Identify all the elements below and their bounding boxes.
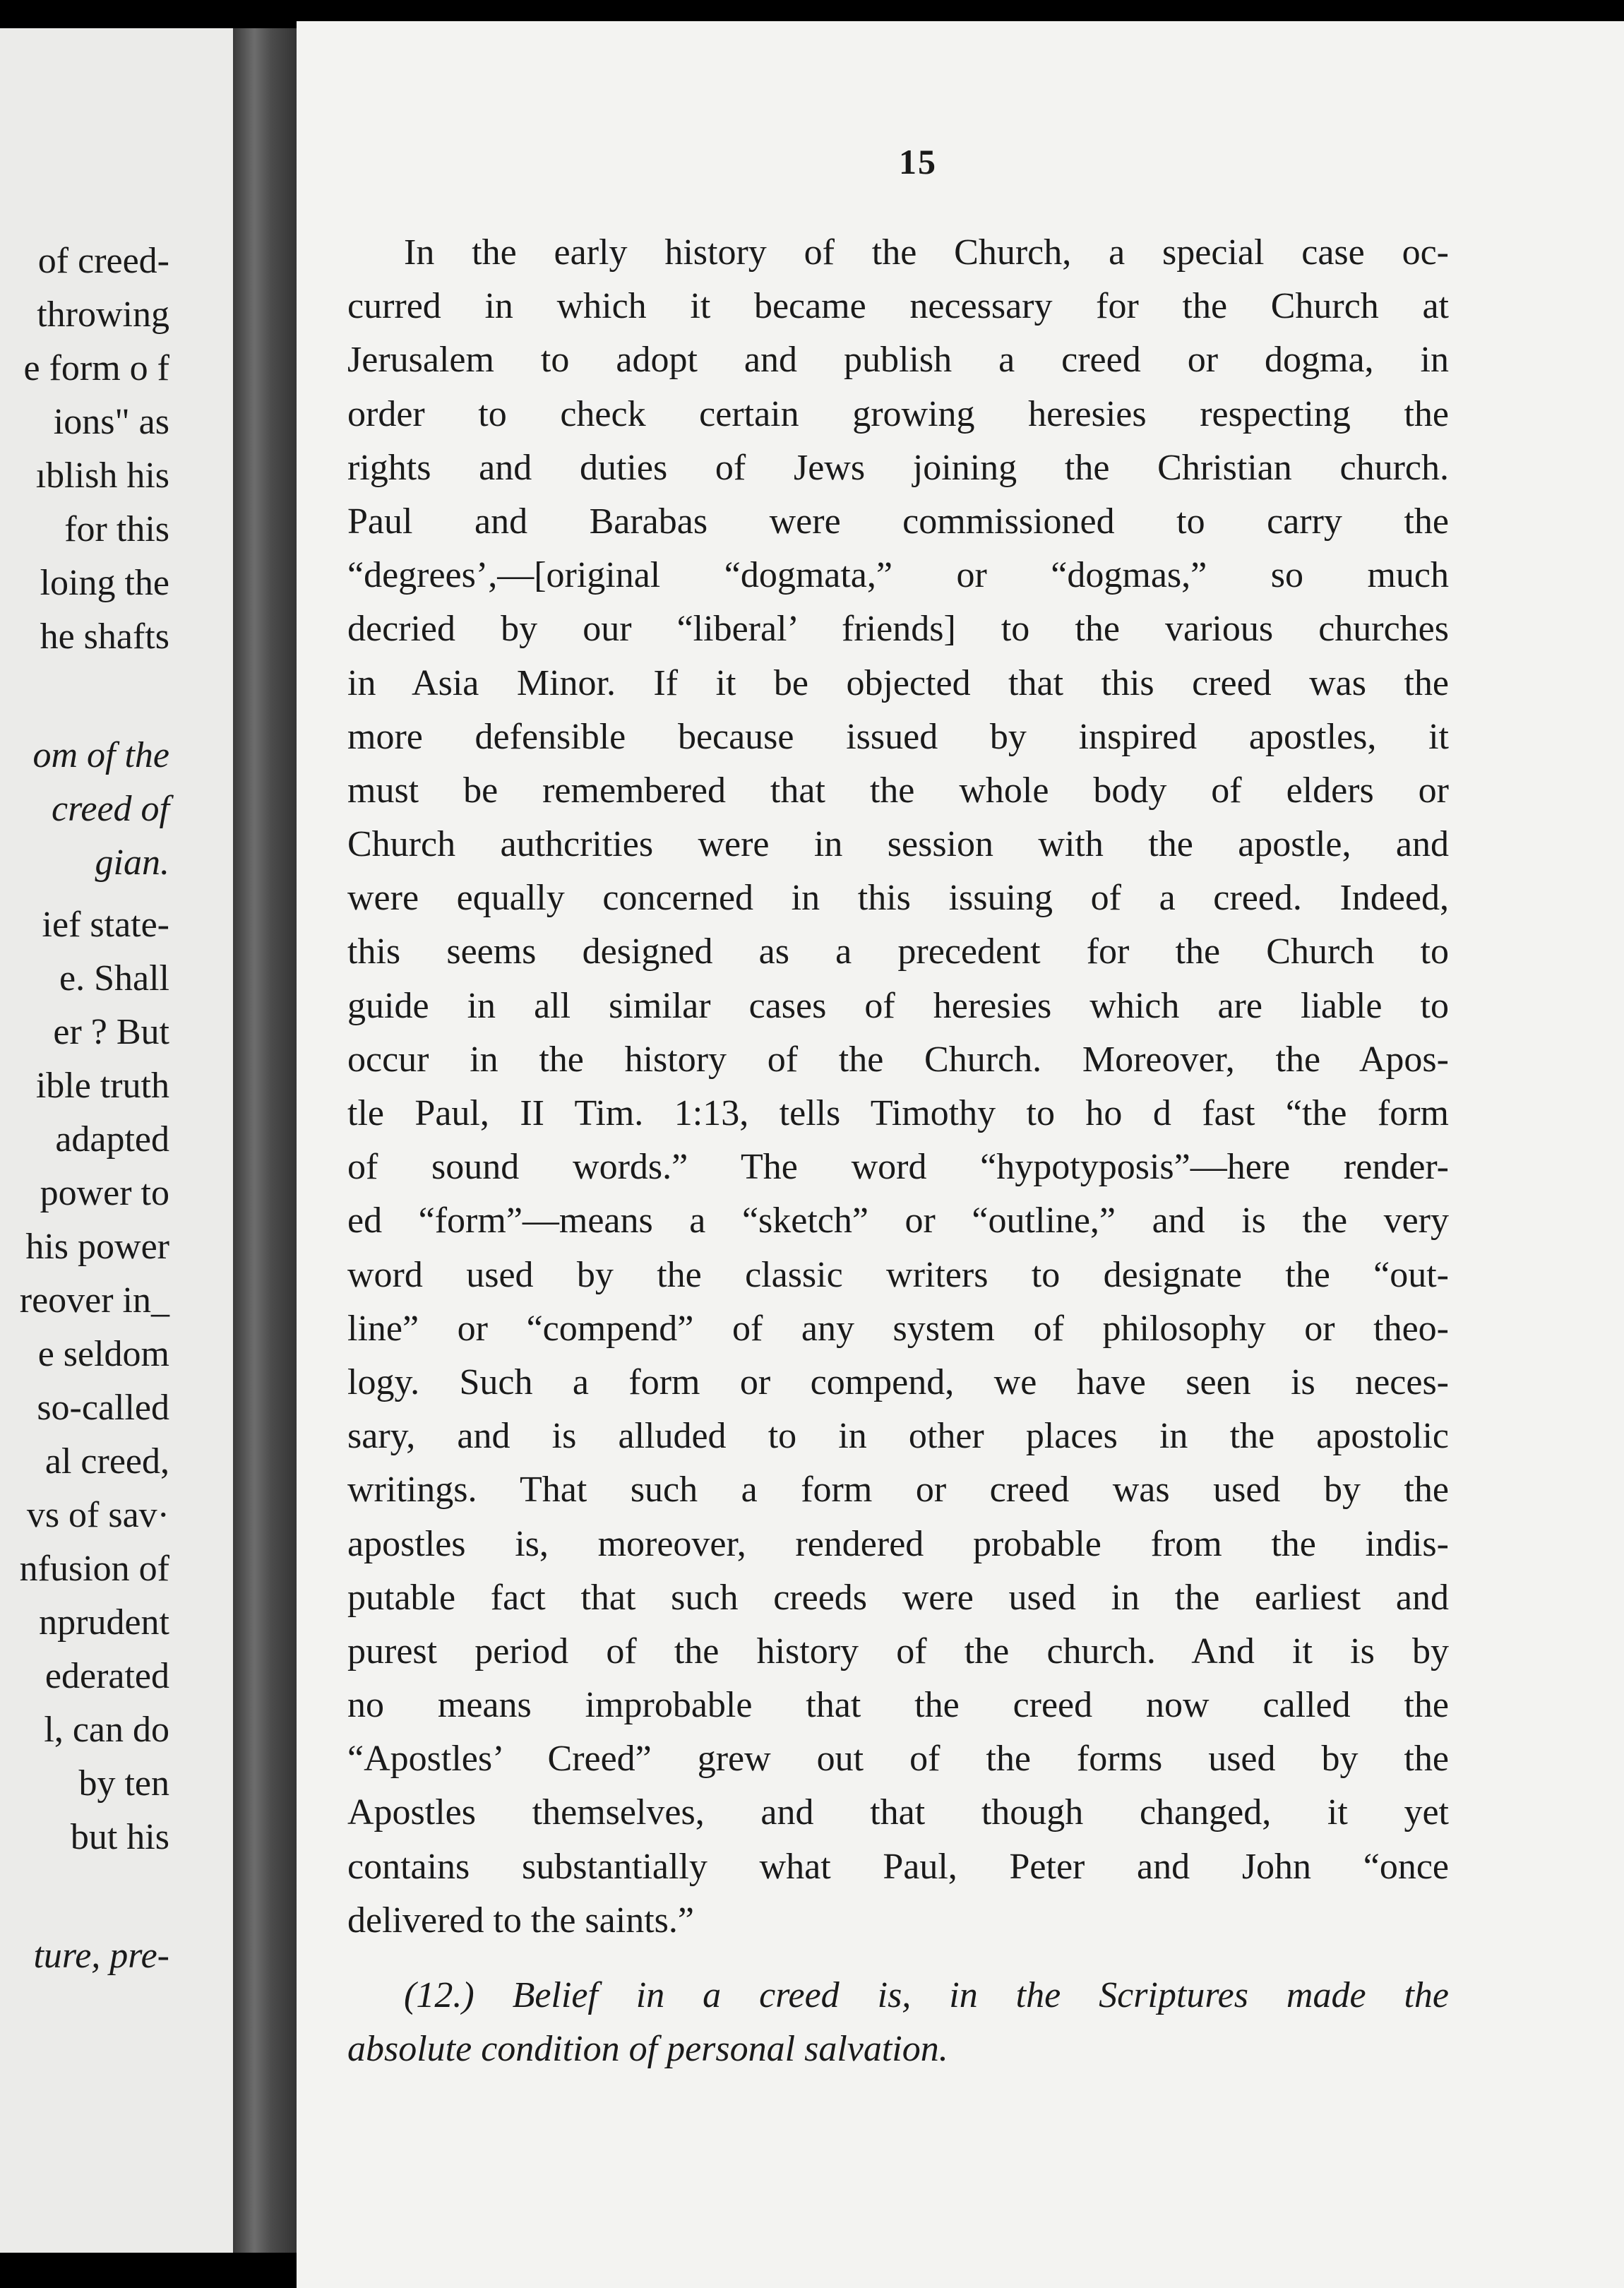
previous-page-line: ture, pre-	[33, 1936, 169, 1976]
previous-page-line: so-called	[37, 1388, 169, 1428]
previous-page-line: creed of	[52, 789, 169, 829]
previous-page-line: e form o f	[23, 348, 169, 388]
previous-page-line: nprudent	[39, 1602, 169, 1643]
text-line: more defensible because issued by inspired apostles, it	[347, 716, 1449, 757]
text-line: line” or “compend” of any system of philosophy or theo-	[347, 1308, 1449, 1349]
text-line: “Apostles’ Creed” grew out of the forms used by the	[347, 1739, 1449, 1780]
text-line: logy. Such a form or compend, we have seen is neces-	[347, 1362, 1449, 1402]
previous-page-line: l, can do	[44, 1710, 169, 1750]
text-line: this seems designed as a precedent for the Church to	[347, 931, 1449, 972]
text-line: putable fact that such creeds were used in the earliest and	[347, 1577, 1449, 1618]
text-line: writings. That such a form or creed was used by the	[347, 1470, 1449, 1511]
text-line: curred in which it became necessary for the Church at	[347, 286, 1449, 327]
previous-page	[0, 28, 241, 2253]
text-line: ed “form”—means a “sketch” or “outline,” and is the very	[347, 1200, 1449, 1241]
previous-page-line: ıblish his	[35, 455, 169, 496]
previous-page-line: his power	[25, 1227, 169, 1267]
previous-page-line: ions" as	[53, 402, 169, 442]
previous-page-line: er ? But	[53, 1012, 169, 1052]
text-line: Jerusalem to adopt and publish a creed or dogma, in	[347, 340, 1449, 381]
text-line: (12.) Belief in a creed is, in the Scriptures made the	[404, 1975, 1449, 2015]
previous-page-line: gian.	[95, 842, 169, 883]
previous-page-line: throwing	[37, 294, 169, 335]
text-line: Church authcrities were in session with the apostle, and	[347, 824, 1449, 865]
previous-page-line: e. Shall	[59, 958, 169, 999]
text-line: contains substantially what Paul, Peter and John “once	[347, 1846, 1449, 1887]
text-line: must be remembered that the whole body of elders or	[347, 770, 1449, 811]
text-line: tle Paul, II Tim. 1:13, tells Timothy to ho d fast “the form	[347, 1093, 1449, 1133]
text-line: In the early history of the Church, a special case oc-	[404, 232, 1449, 273]
text-line: rights and duties of Jews joining the Christian church.	[347, 447, 1449, 488]
text-line: decried by our “liberal’ friends] to the various churches	[347, 609, 1449, 650]
previous-page-line: ief state-	[42, 905, 169, 945]
text-line: occur in the history of the Church. Moreover, the Apos-	[347, 1039, 1449, 1080]
text-line: Paul and Barabas were commissioned to carry the	[347, 501, 1449, 542]
body-text	[347, 226, 1449, 2076]
previous-page-line: loing the	[40, 563, 169, 603]
text-line: guide in all similar cases of heresies which are liable to	[347, 985, 1449, 1026]
text-line: delivered to the saints.”	[347, 1900, 694, 1941]
previous-page-line: e seldom	[37, 1334, 169, 1374]
previous-page-line: om of the	[32, 735, 169, 775]
previous-page-line: he shafts	[40, 616, 169, 657]
previous-page-line: nfusion of	[19, 1549, 169, 1589]
text-line: apostles is, moreover, rendered probable from the indis-	[347, 1523, 1449, 1564]
previous-page-line: but his	[70, 1817, 169, 1857]
previous-page-line: reover in_	[19, 1280, 169, 1321]
previous-page-line: al creed,	[44, 1441, 169, 1482]
text-line: order to check certain growing heresies respecting the	[347, 393, 1449, 434]
text-line: purest period of the history of the church. And it is by	[347, 1631, 1449, 1672]
previous-page-line: for this	[64, 509, 169, 549]
book-gutter	[233, 28, 304, 2253]
text-line: no means improbable that the creed now called the	[347, 1685, 1449, 1726]
text-line: sary, and is alluded to in other places in the apostolic	[347, 1416, 1449, 1457]
previous-page-line: power to	[40, 1173, 169, 1213]
previous-page-line: by ten	[78, 1763, 169, 1804]
text-line: absolute condition of personal salvation.	[347, 2029, 948, 2070]
page-number: 15	[899, 142, 937, 181]
previous-page-line: adapted	[55, 1119, 169, 1160]
page	[297, 21, 1624, 2288]
text-line: were equally concerned in this issuing of a creed. Indeed,	[347, 878, 1449, 919]
previous-page-line: vs of sav·	[26, 1495, 169, 1535]
previous-page-line: ible truth	[35, 1066, 169, 1106]
text-line: of sound words.” The word “hypotyposis”—here render-	[347, 1147, 1449, 1188]
previous-page-line: ederated	[44, 1656, 169, 1696]
text-line: in Asia Minor. If it be objected that this creed was the	[347, 662, 1449, 703]
text-line: word used by the classic writers to designate the “out-	[347, 1254, 1449, 1295]
text-line: Apostles themselves, and that though changed, it yet	[347, 1792, 1449, 1833]
text-line: “degrees’,—[original “dogmata,” or “dogmas,” so much	[347, 555, 1449, 596]
previous-page-line: of creed-	[37, 241, 169, 281]
